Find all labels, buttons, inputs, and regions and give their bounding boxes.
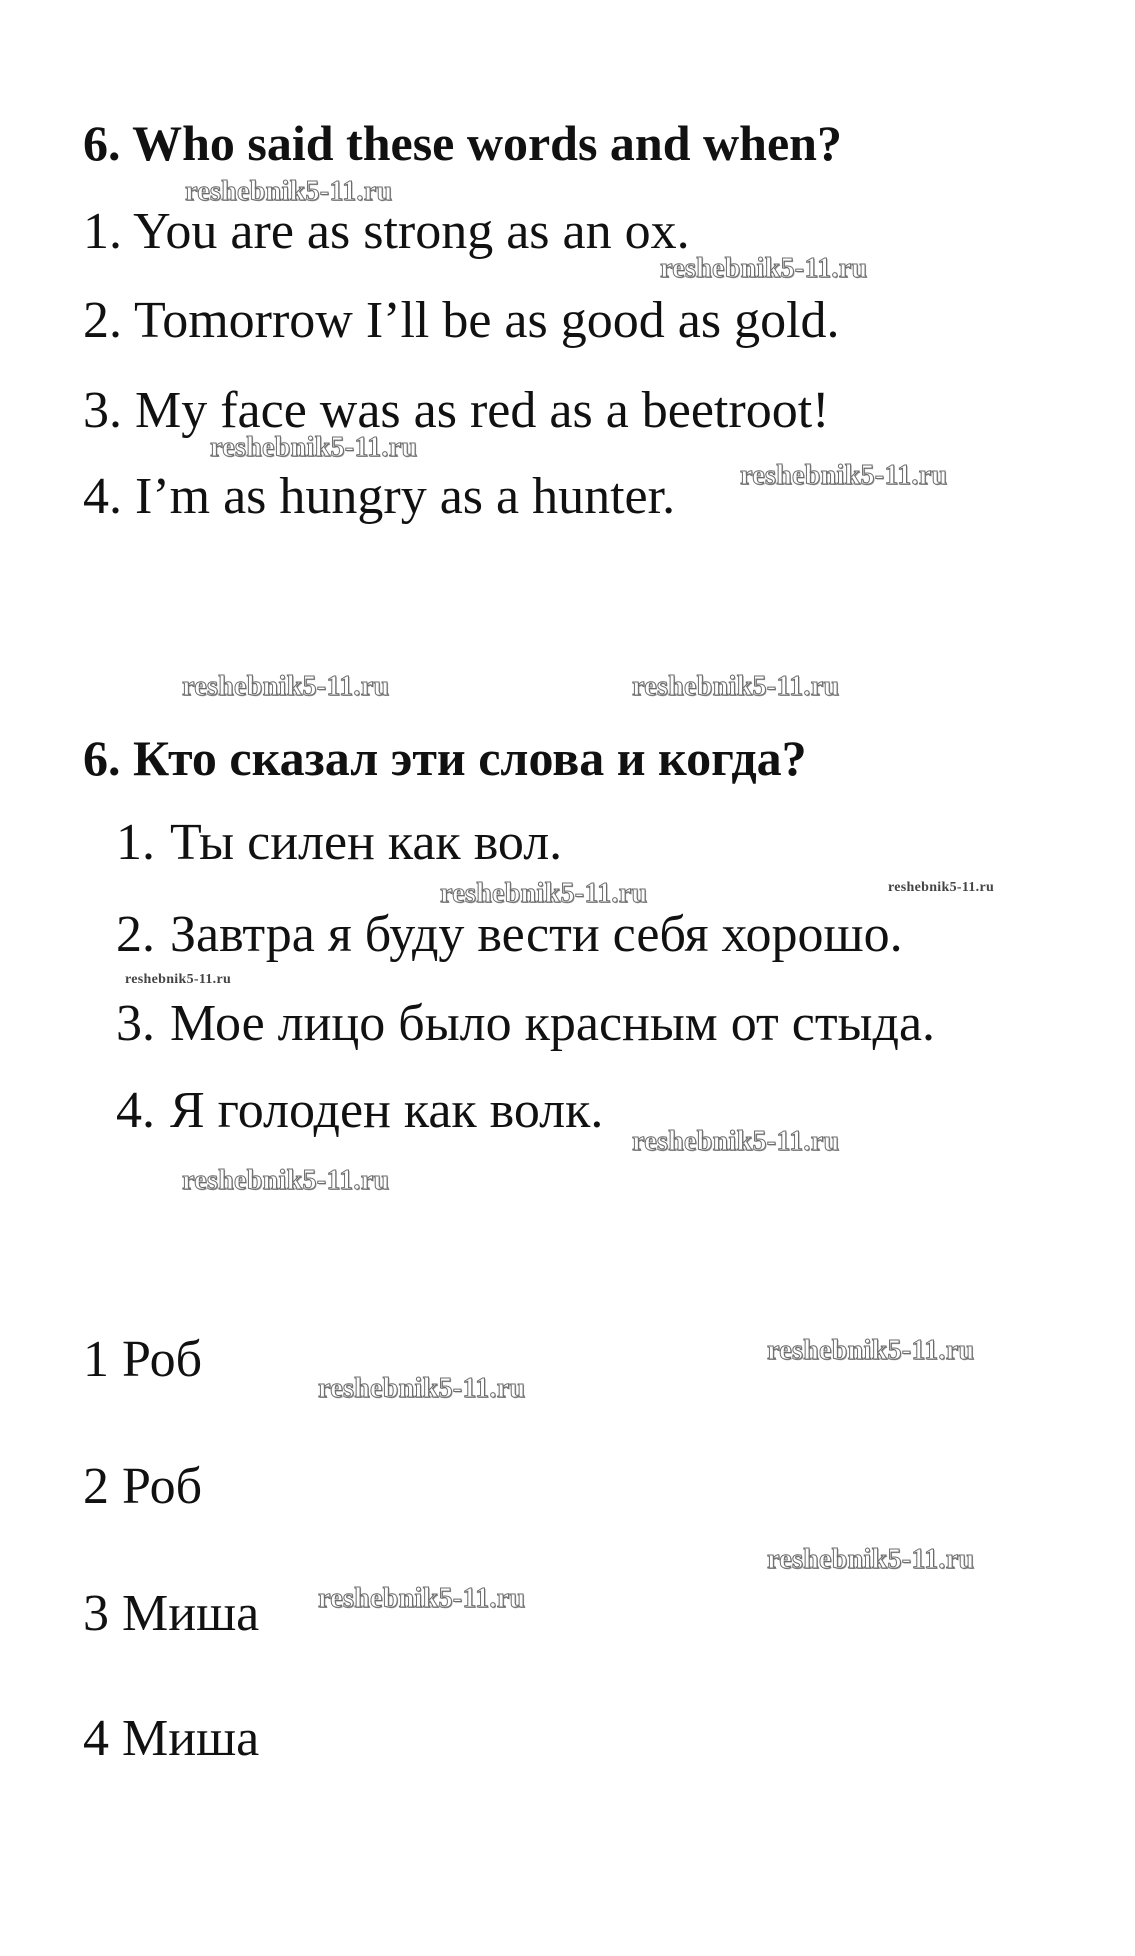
russian-item-text: Мое лицо было красным от стыда. — [170, 995, 936, 1052]
english-item-4: 4. I’m as hungry as a hunter. — [83, 468, 676, 525]
english-item-2: 2. Tomorrow I’ll be as good as gold. — [83, 292, 840, 349]
watermark: reshebnik5-11.ru — [767, 1335, 975, 1366]
watermark: reshebnik5-11.ru — [182, 671, 390, 702]
russian-item-text: Завтра я буду вести себя хорошо. — [170, 906, 903, 963]
watermark: reshebnik5-11.ru — [185, 176, 393, 207]
english-item-3: 3. My face was as red as a beetroot! — [83, 382, 830, 439]
answer-3: 3 Миша — [83, 1585, 260, 1642]
watermark: reshebnik5-11.ru — [125, 972, 232, 987]
russian-item-text: Я голоден как волк. — [170, 1082, 604, 1139]
english-item-1: 1. You are as strong as an ox. — [83, 203, 690, 260]
watermark: reshebnik5-11.ru — [740, 460, 948, 491]
watermark: reshebnik5-11.ru — [318, 1583, 526, 1614]
watermark: reshebnik5-11.ru — [182, 1165, 390, 1196]
watermark: reshebnik5-11.ru — [767, 1544, 975, 1575]
russian-heading: 6. Кто сказал эти слова и когда? — [83, 730, 807, 786]
watermark: reshebnik5-11.ru — [660, 253, 868, 284]
russian-item-text: Ты силен как вол. — [170, 814, 563, 871]
answer-4: 4 Миша — [83, 1710, 260, 1767]
watermark: reshebnik5-11.ru — [632, 1126, 840, 1157]
answer-1: 1 Роб — [83, 1331, 203, 1388]
russian-item-number: 1. — [116, 814, 155, 871]
watermark: reshebnik5-11.ru — [888, 880, 995, 895]
answer-2: 2 Роб — [83, 1458, 203, 1515]
watermark: reshebnik5-11.ru — [440, 878, 648, 909]
russian-item-number: 4. — [116, 1082, 155, 1139]
watermark: reshebnik5-11.ru — [318, 1373, 526, 1404]
watermark: reshebnik5-11.ru — [210, 432, 418, 463]
english-heading: 6. Who said these words and when? — [83, 115, 842, 171]
russian-item-number: 3. — [116, 995, 155, 1052]
watermark: reshebnik5-11.ru — [632, 671, 840, 702]
russian-item-number: 2. — [116, 906, 155, 963]
